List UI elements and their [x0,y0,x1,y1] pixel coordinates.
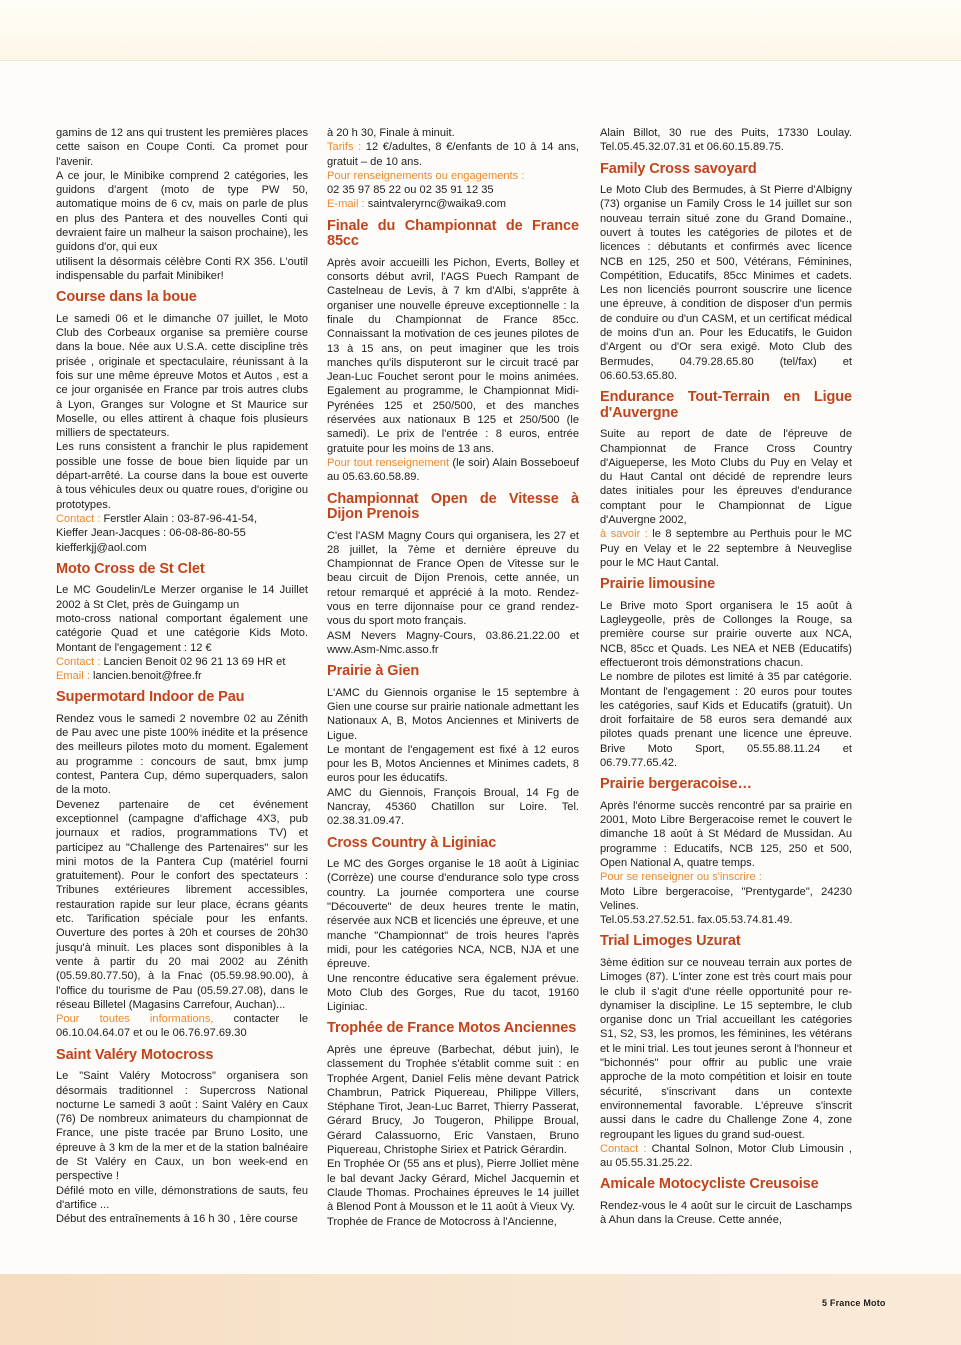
article-text: Le MC Goudelin/Le Merzer organise le 14 Juillet 2002 à St Clet, près de Guingamp un moto-cross national comportant également une catégorie Quad et une catégorie Kids Moto. Montant de l'engagement : 12 € [56,584,308,654]
contact-details: Lancien Benoit 02 96 21 13 69 HR et [100,655,286,668]
article-text: Le Moto Club des Bermudes, à St Pierre d'Albigny (73) organise un Family Cross le 14 juillet sur son nouveau terrain situé zone du Grand Domaine., ouvert à toutes les catégories de pilotes et de licences : débutants et confirmés avec licence NCB en 125, 250 et 500, Vétérans, Féminines, Compétition, Educatifs, 85cc Minimes et cadets. Les non licenciés pourront souscrire une licence une épreuve, à condition de disposer d'un permis de conduire ou d'un CASM, et un certificat médical de moins d'un an. Pour les Educatifs, le Guidon d'Argent ou d'Or sera exigé. Moto Club des Bermudes, 04.79.28.65.80 (tel/fax) et 06.60.53.65.80. [600,184,852,382]
article [327,1021,579,1228]
article-title: Moto Cross de St Clet [56,560,205,577]
article-title: Prairie à Gien [327,663,420,680]
article-text: Le samedi 06 et le dimanche 07 juillet, le Moto Club des Corbeaux organise sa première course dans la boue. Née aux U.S.A. cette discipline très prisée , originale et spectaculaire, réunissant à la fois sur une même épreuve Motos et Autos , est a ce jour organisée en France par trois autres clubs à Lyon, Granges sur Vologne et St Maurice sur Moselle, ou elles attirent à chaque fois plusieurs milliers de spectateurs. Les runs consistent a franchir le plus rapidement possible une fosse de boue bien liquide par un départ-arrêté. La course dans la boue est ouverte à tous véhicules deux ou quatre roues, d'origine ou prototypes. [56,312,308,511]
article-title: Amicale Motocycliste Creusoise [600,1176,819,1193]
contact-details: (le soir) Alain Bosseboeuf au 05.63.60.58.89. [327,456,579,484]
article-continuation [327,126,579,212]
article [56,562,308,684]
contact-line [56,669,308,683]
article-text: à 20 h 30, Finale à minuit. [327,127,455,139]
article-text: Le "Saint Valéry Motocross" organisera son désormais traditionnel : Supercross National nocturne Le samedi 3 août : Saint Valéry en Caux (76) De nombreux animateurs du championnat de France, une piste tracée par Bruno Losito, une épreuve à 3 km de la mer et de la station balnéaire de St Valéry en Caux, un bon week-end en perspective ! Défilé moto en ville, démonstrations de sauts, feu d'artifice ... Début des entraînements à 16 h 30 , 1ère course [56,1070,308,1226]
contact-details: saintvaleryrnc@waika9.com [364,198,506,211]
footer-band [0,1274,961,1345]
highlight-label: Contact : [56,512,101,525]
top-margin-band [0,0,961,61]
contact-line [327,197,579,211]
article [327,664,579,828]
article-title: Family Cross savoyard [600,160,757,177]
contact-line [327,169,579,198]
article [600,577,852,770]
contact-line [327,456,579,485]
article-title: Cross Country à Liginiac [327,834,497,851]
page-folio: 5 France Moto [822,1298,886,1308]
contact-line [600,1142,852,1171]
article-title: Trial Limoges Uzurat [600,933,741,950]
article [56,1048,308,1227]
highlight-label: E-mail : [327,198,365,211]
contact-details: le 8 septembre au Perthuis pour le MC Puy en Velay et le 22 septembre à Neuveglise pour le MC Haut Cantal. [600,528,852,569]
contact-details: Moto Libre bergeracoise, "Prentygarde", 24230 Velines. Tel.05.53.27.52.51. fax.05.53.74.81.49. [600,885,852,927]
highlight-label: Contact : [56,655,101,668]
article-title: Prairie limousine [600,576,716,593]
article-text: Le MC des Gorges organise le 18 août à Liginiac (Corrèze) une course d'endurance solo type cross country. La journée comportera une course "Découverte" de deux heures trente le matin, réservée aux NCB et licenciés une épreuve, et une manche "Championnat" de trois heures l'après midi, pour les catégories NCA, NCB, NJA et une épreuve. Une rencontre éducative sera également prévue. Moto Club des Gorges, Rue du tacot, 19160 Liginiac. [327,858,579,1014]
contact-line [600,527,852,570]
highlight-label: Tarifs : [327,141,362,154]
article-text: Après avoir accueilli les Pichon, Everts, Bolley et consorts début avril, l'AGS Puech Rampant de Castelneau de Levis, à 7 km d'Albi, s'apprête à organiser une nouvelle épreuve exceptionnelle : la finale du Championnat de France 85cc. Connaissant la motivation de ces jeunes pilotes de 13 à 15 ans, on peut imaginer que les trois manches qu'ils disputeront sur le circuit tracé par Jean-Luc Fouchet seront pour le moins animées. Egalement au programme, le Championnat Midi-Pyrénées 125 et 250/500, et des manches réservées aux nationaux B 125 et 250/500 (le samedi). Le prix de l'entrée : 8 euros, entrée gratuite pour les moins de 13 ans. [327,256,579,455]
article [600,390,852,570]
article-text: Après une épreuve (Barbechat, début juin), le classement du Trophée s'établit comme suit : en Trophée Argent, Daniel Felis mène devant Patrick Chambrun, Patrick Piquereau, Philippe Villers, Stéphane Tirot, Jean-Luc Barret, Thierry Passerat, Gérard Brucy, Jo Tougeron, Philippe Broual, Gérard Calassuorno, Eric Vanstaen, Bruno Piquereau, Christophe Siriex et Patrick Gérardin. En Trophée Or (55 ans et plus), Pierre Jolliet mène le bal devant Jacky Gérard, Michel Jacquemin et Claude Thomas. Prochaines épreuves le 14 juillet à Blenod Pont à Mousson et le 11 août à Vieux Vy. Trophée de France de Motocross à l'Ancienne, [327,1043,579,1228]
article [56,290,308,555]
article-text: 3ème édition sur ce nouveau terrain aux portes de Limoges (87). L'inter zone est très court mais pour le club il s'agit d'une réelle opportunité pour re-dynamiser la discipline. Le 15 septembre, le club organise donc un Trial accueillant les catégories S1, S2, S3, les promos, les féminines, les vétérans et le mini trial. Les tout jeunes seront à l'honneur et "bichonnés" pour offrir au public une vraie approche de la moto compétition et loisir en toute sécurité, s'inscrivant dans un contexte environnemental favorable. L'épreuve s'inscrit aussi dans le cadre du Challenge Zone 4, zone regroupant les ligues du grand sud-ouest. [600,956,852,1141]
article-title: Prairie bergeracoise… [600,776,752,793]
article-title: Saint Valéry Motocross [56,1046,214,1063]
highlight-label: Pour renseignements ou engagements : [327,169,525,182]
contact-details: 12 €/adultes, 8 €/enfants de 10 à 14 ans, gratuit – de 10 ans. [327,141,579,168]
article-text: Après l'énorme succès rencontré par sa prairie en 2001, Moto Libre Bergeracoise remet le couvert le dimanche 18 août à St Médard de Mussidan. Au programme : Educatifs, NCB 125, 250 et 500, Open National A, quatre temps. [600,799,852,869]
article [600,1177,852,1227]
article-title: Trophée de France Motos Anciennes [327,1020,577,1037]
article-text: Rendez-vous le 4 août sur le circuit de Laschamps à Ahun dans la Creuse. Cette année, [600,1199,852,1227]
column-3 [600,126,852,1234]
article-title: Finale du Championnat de France 85cc [327,217,579,250]
contact-line [600,870,852,927]
contact-details: Chantal Solnon, Motor Club Limousin , au 05.55.31.25.22. [600,1142,852,1170]
highlight-label: Contact : [600,1142,647,1155]
article [56,690,308,1040]
article [600,162,852,384]
article-continuation [600,126,852,155]
article-text: Rendez vous le samedi 2 novembre 02 au Zénith de Pau avec une piste 100% inédite et la présence des meilleurs pilotes moto du moment. Egalement au programme : concours de saut, bmx jump contest, Pantera Cup, démo superquaders, salon de la moto. Devenez partenaire de cet événement exceptionnel (campagne d'affichage 4X3, pub journaux et radios, programmations TV) et participez au "Challenge des Partenaires" sur les mini motos de la Pantera Cup (matériel fourni gratuitement). Pour le confort des spectateurs : Tribunes extérieures librement accessibles, restauration rapide sur leur place, écrans géants etc. Tarification spéciale pour les enfants. Ouverture des portes à 20h et courses de 20h30 jusqu'à minuit. Les places sont disponibles à la vente à partir du 20 mai 2002 au Zénith (05.59.80.77.50), à la Fnac (05.59.98.90.00), à l'office du tourisme de Pau (05.59.27.08), dans le réseau Billetel (Magasins Carrefour, Auchan)... [56,712,308,1011]
highlight-label: Pour tout renseignement [327,456,450,469]
highlight-label: à savoir : [600,528,648,541]
contact-line [56,512,308,555]
article [600,777,852,927]
highlight-label: Pour se renseigner ou s'inscrire : [600,871,762,884]
article-text: Suite au report de date de l'épreuve de Championnat de France Cross Country d'Aigueperse, les Moto Clubs du Puy en Velay et du Haut Cantal ont décidé de reprendre leurs dates initiales pour les épreuves d'endurance comptant pour le Championnat de Ligue d'Auvergne 2002, [600,428,852,527]
article-title: Endurance Tout-Terrain en Ligue d'Auvergne [600,389,852,421]
article-text: L'AMC du Giennois organise le 15 septembre à Gien une course sur prairie nationale admettant les Nationaux A, B, Motos Anciennes et Miniverts de Ligue. Le montant de l'engagement est fixé à 12 euros pour les B, Motos Anciennes et Minimes cadets, 8 euros pour les éducatifs. AMC du Giennois, François Broual, 14 Fg de Nancray, 45360 Chatillon sur Loire. Tel. 02.38.31.09.47. [327,686,579,828]
highlight-label: Pour toutes informations, [56,1013,214,1026]
contact-line [56,1012,308,1041]
article [600,934,852,1170]
column-1 [56,126,308,1232]
article-title: Course dans la boue [56,289,197,306]
article-text: Alain Billot, 30 rue des Puits, 17330 Loulay. Tel.05.45.32.07.31 et 06.60.15.89.75. [600,127,852,154]
article-title: Supermotard Indoor de Pau [56,689,245,706]
contact-details: lancien.benoit@free.fr [89,670,202,683]
contact-details: contacter le 06.10.04.64.07 et ou le 06.76.97.69.30 [56,1013,309,1040]
contact-line [56,655,308,669]
article-text: C'est l'ASM Magny Cours qui organisera, les 27 et 28 juillet, la 7ème et dernière épreuve du Championnat de France Open de Vitesse sur le beau circuit de Dijon Prenois, cette année, un retour remarqué et apprécié à la moto. Rendez-vous en terre dijonnaise pour ce grand rendez-vous du sport moto français. ASM Nevers Magny-Cours, 03.86.21.22.00 et www.Asm-Nmc.asso.fr [327,529,579,656]
article-title: Championnat Open de Vitesse à Dijon Prenois [327,490,579,523]
column-2 [327,126,579,1235]
article-text: Le Brive moto Sport organisera le 15 août à Lagleygeolle, près de Collonges la Rouge, sa première course sur prairie ouverte aux NCA, NCB, 85cc et Quads. Les NEA et NEB (Educatifs) effectueront trois démonstrations chacun. Le nombre de pilotes est limité à 35 par catégorie. Montant de l'engagement : 20 euros pour toutes les catégories, sauf Kids et Educatifs (gratuit). Un droit forfaitaire de 58 euros sera demandé aux pilotes quads prenant une licence une épreuve. Brive Moto Sport, 05.55.88.11.24 et 06.79.77.65.42. [600,599,852,769]
contact-details: Ferstler Alain : 03-87-96-41-54, Kieffer Jean-Jacques : 06-08-86-80-55 kiefferkjj@aol.com [56,512,258,554]
article [327,219,579,485]
contact-details: 02 35 97 85 22 ou 02 35 91 12 35 [327,184,494,197]
article-continuation [56,126,308,283]
contact-line [327,140,579,169]
article [327,492,579,658]
article-text: gamins de 12 ans qui trustent les premières places cette saison en Coupe Conti. Ca promet pour l'avenir. A ce jour, le Minibike comprend 2 catégories, les guidons d'argent (moto de type PW 50, automatique moins de 6 cv, mais on parle de plus en plus des Pantera et des nouvelles Conti qui devraient faire un malheur la saison prochaine), les guidons d'or, qui eux utilisent la désormais célèbre Conti RX 356. L'outil indispensable du parfait Minibiker! [56,127,308,282]
highlight-label: Email : [56,670,90,683]
article [327,836,579,1015]
